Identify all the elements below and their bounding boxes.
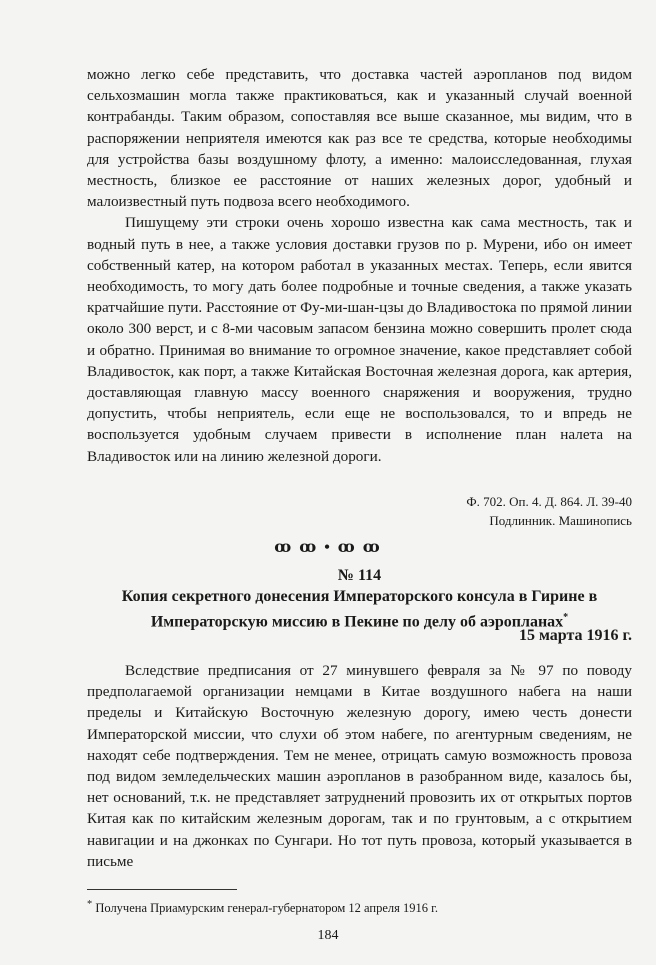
section-ornament: ꝏ ꝏ • ꝏ ꝏ: [274, 539, 382, 556]
continuation-text: [87, 64, 632, 467]
footnote-divider: [87, 889, 237, 890]
document-paragraph: Вследствие предписания от 27 минувшего февраля за № 97 по поводу предполагаемой организации немцами в Китае воздушного набега на наши пределы и Китайскую Восточную железную дорогу, имею честь донести Императорской миссии, что слухи об этом набеге, по агентурным сведениям, не находят себе подтверждения. Тем не менее, отрицать самую возможность провоза под видом земледельческих машин аэропланов в разобранном виде, казалось бы, нет оснований, т.к. не представляет затруднений провозить их от открытых портов Китая как по китайским железным дорогам, так и по грунтовым, а с открытием навигации и на джонках по Сунгари. Но тот путь провоза, который указывается в письме: [87, 662, 632, 870]
document-number: № 114: [337, 567, 382, 584]
footnote: [87, 899, 632, 916]
paragraph-author-knowledge: Пишущему эти строки очень хорошо известна как сама местность, так и водный путь в нее, а также условия доставки грузов по р. Мурени, ибо он имеет собственный катер, на котором работал в указанных местах. Теперь, если явится необходимость, то могу дать более подробные и точные сведения, а также указать кратчайшие пути. Расстояние от Фу-ми-шан-цзы до Владивостока по прямой линии около 300 верст, и с 8-ми часовым запасом бензина можно совершить пролет сюда и обратно. Принимая во внимание то огромное значение, какое представляет собой Владивосток, как порт, а также Китайская Восточная железная дорога, как артерия, доставляющая главную массу военного снаряжения и вооружения, трудно допустить, чтобы неприятель, если еще не воспользовался, то и впредь не воспользуется удобным случаем привести в исполнение план налета на Владивосток или на линию железной дороги.: [87, 214, 632, 465]
document-date: 15 марта 1916 г.: [519, 627, 632, 644]
paragraph-continuation: можно легко себе представить, что доставка частей аэропланов под видом сельхозмашин могла также практиковаться, как и указанный случай военной контрабанды. Таким образом, сопоставляя все выше сказанное, мы видим, что в распоряжении неприятеля имеются как раз все те средства, которые необходимы для устройства базы воздушному флоту, а именно: малоисследованная, глухая местность, близкое ее расстояние от наших железных дорог, удобный и малоизвестный путь подвоза всего необходимого.: [87, 66, 632, 211]
footnote-marker: *: [563, 612, 569, 623]
footnote-mark: *: [87, 899, 93, 910]
document-original-note: Подлинник. Машинопись: [489, 513, 632, 528]
document-body: [87, 660, 632, 872]
page-number: 184: [317, 928, 339, 943]
footnote-text: Получена Приамурским генерал-губернатором 12 апреля 1916 г.: [95, 901, 438, 916]
archival-reference: [87, 492, 632, 530]
document-title: [87, 586, 632, 632]
document-title-text: Копия секретного донесения Императорского консула в Гирине в Императорскую миссию в Пекине по делу об аэропланах: [121, 588, 598, 631]
archive-citation: Ф. 702. Оп. 4. Д. 864. Л. 39-40: [466, 494, 632, 509]
